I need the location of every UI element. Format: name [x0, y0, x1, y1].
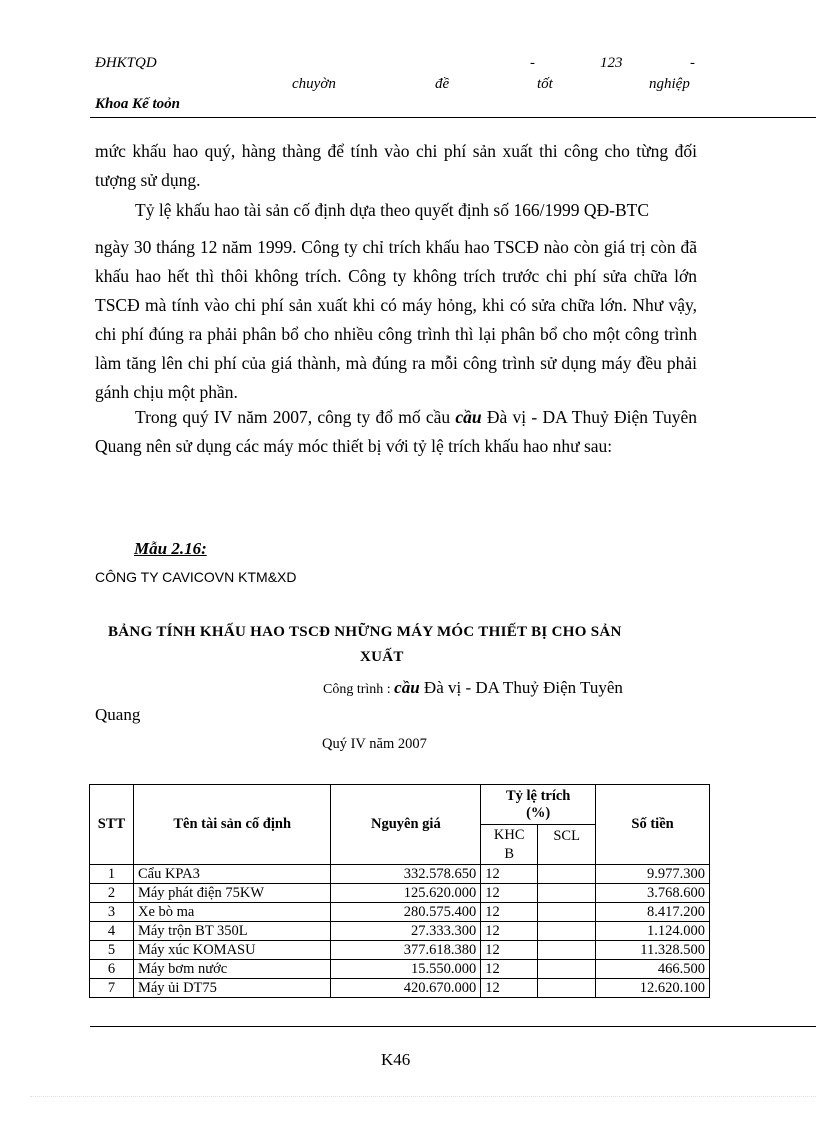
company-name: CÔNG TY CAVICOVN KTM&XD — [95, 569, 297, 585]
paragraph-4-end: Đà vị - DA Thuỷ Điện Tuyên Quang nên sử dụng các máy móc thiết bị với tỷ lệ trích khấu hao như sau: — [95, 407, 697, 456]
cell-stt: 4 — [90, 922, 134, 941]
page-edge-line — [30, 1096, 816, 1097]
cell-khcb: 12 — [481, 884, 538, 903]
table-title-line-1: BẢNG TÍNH KHẤU HAO TSCĐ NHỮNG MÁY MÓC THIẾT BỊ CHO SẢN — [108, 624, 622, 640]
paragraph-4 — [95, 403, 697, 461]
cell-cost: 125.620.000 — [331, 884, 481, 903]
table-row — [90, 865, 710, 884]
cell-khcb: 12 — [481, 865, 538, 884]
cell-name: Máy xúc KOMASU — [133, 941, 331, 960]
header-cost: Nguyên giá — [331, 785, 481, 865]
header-rule — [90, 117, 816, 118]
cell-cost: 377.618.380 — [331, 941, 481, 960]
cell-amount: 9.977.300 — [596, 865, 710, 884]
header-stt: STT — [90, 785, 134, 865]
paragraph-4-bold: cầu — [455, 407, 482, 427]
cell-khcb: 12 — [481, 903, 538, 922]
header-amount: Số tiền — [596, 785, 710, 865]
cell-cost: 15.550.000 — [331, 960, 481, 979]
header-rate: Tỷ lệ trích (%) — [481, 785, 596, 825]
cell-stt: 6 — [90, 960, 134, 979]
paragraph-3: ngày 30 tháng 12 năm 1999. Công ty chỉ trích khấu hao TSCĐ nào còn giá trị còn đã khấu hao hết thì thôi không trích. Công ty không trích trước chi phí sửa chữa lớn TSCĐ mà tính vào chi phí sản xuất khi có máy hỏng, khi có sửa chữa lớn. Như vậy, chi phí đúng ra phải phân bổ cho nhiều công trình thì lại phân bổ cho một công trình làm tăng lên chi phí của giá thành, mà đúng ra mỗi công trình sử dụng máy đều phải gánh chịu một phần. — [95, 237, 697, 402]
header-dash-left: - — [530, 55, 535, 71]
cell-name: Cẩu KPA3 — [133, 865, 331, 884]
header-word-3: tốt — [537, 76, 553, 92]
depreciation-table — [89, 784, 710, 998]
table-row — [90, 979, 710, 998]
cell-stt: 3 — [90, 903, 134, 922]
table-row — [90, 903, 710, 922]
cell-scl — [538, 979, 596, 998]
header-name: Tên tài sản cố định — [133, 785, 331, 865]
cell-cost: 420.670.000 — [331, 979, 481, 998]
cell-name: Máy trộn BT 350L — [133, 922, 331, 941]
period: Quý IV năm 2007 — [322, 736, 427, 752]
paragraph-4-start: Trong quý IV năm 2007, công ty đổ mố cầu — [135, 407, 456, 427]
cell-scl — [538, 922, 596, 941]
table-row — [90, 884, 710, 903]
cell-khcb: 12 — [481, 979, 538, 998]
cell-amount: 1.124.000 — [596, 922, 710, 941]
header-dash-right: - — [690, 55, 695, 71]
table-row — [90, 922, 710, 941]
cell-amount: 11.328.500 — [596, 941, 710, 960]
project-prefix: Công trình : — [323, 682, 395, 697]
cell-name: Xe bò ma — [133, 903, 331, 922]
cell-amount: 8.417.200 — [596, 903, 710, 922]
cell-stt: 7 — [90, 979, 134, 998]
cell-scl — [538, 941, 596, 960]
header-page-number: 123 — [600, 55, 623, 71]
cell-amount: 466.500 — [596, 960, 710, 979]
table-row — [90, 960, 710, 979]
header-scl: SCL — [538, 825, 596, 865]
table-row — [90, 941, 710, 960]
cell-name: Máy phát điện 75KW — [133, 884, 331, 903]
header-word-2: đề — [435, 76, 450, 92]
footer-rule — [90, 1026, 816, 1027]
form-label: Mẫu 2.16: — [134, 539, 207, 558]
cell-amount: 3.768.600 — [596, 884, 710, 903]
cell-scl — [538, 903, 596, 922]
table-title-line-2: XUẤT — [360, 649, 404, 665]
header-faculty: Khoa Kế toỏn — [95, 96, 181, 112]
footer-code: K46 — [381, 1050, 411, 1069]
header-school: ĐHKTQD — [95, 55, 157, 71]
cell-khcb: 12 — [481, 922, 538, 941]
project-bold: cầu — [394, 678, 420, 697]
header-khcb: KHC B — [481, 825, 538, 865]
cell-khcb: 12 — [481, 960, 538, 979]
cell-name: Máy bơm nước — [133, 960, 331, 979]
cell-amount: 12.620.100 — [596, 979, 710, 998]
paragraph-1: mức khấu hao quý, hàng thàng để tính vào chi phí sản xuất thi công cho từng đối tượng sử dụng. — [95, 141, 697, 190]
cell-scl — [538, 865, 596, 884]
cell-scl — [538, 960, 596, 979]
header-word-1: chuyờn — [292, 76, 336, 92]
project-wrap: Quang — [95, 705, 141, 724]
cell-stt: 2 — [90, 884, 134, 903]
cell-cost: 280.575.400 — [331, 903, 481, 922]
project-line — [323, 678, 623, 698]
header-word-4: nghiệp — [649, 76, 690, 92]
cell-khcb: 12 — [481, 941, 538, 960]
cell-cost: 27.333.300 — [331, 922, 481, 941]
cell-scl — [538, 884, 596, 903]
project-name: Đà vị - DA Thuỷ Điện Tuyên — [419, 678, 623, 697]
cell-stt: 1 — [90, 865, 134, 884]
cell-name: Máy ủi DT75 — [133, 979, 331, 998]
paragraph-2: Tỷ lệ khấu hao tài sản cố định dựa theo quyết định số 166/1999 QĐ-BTC — [135, 200, 649, 220]
cell-stt: 5 — [90, 941, 134, 960]
cell-cost: 332.578.650 — [331, 865, 481, 884]
